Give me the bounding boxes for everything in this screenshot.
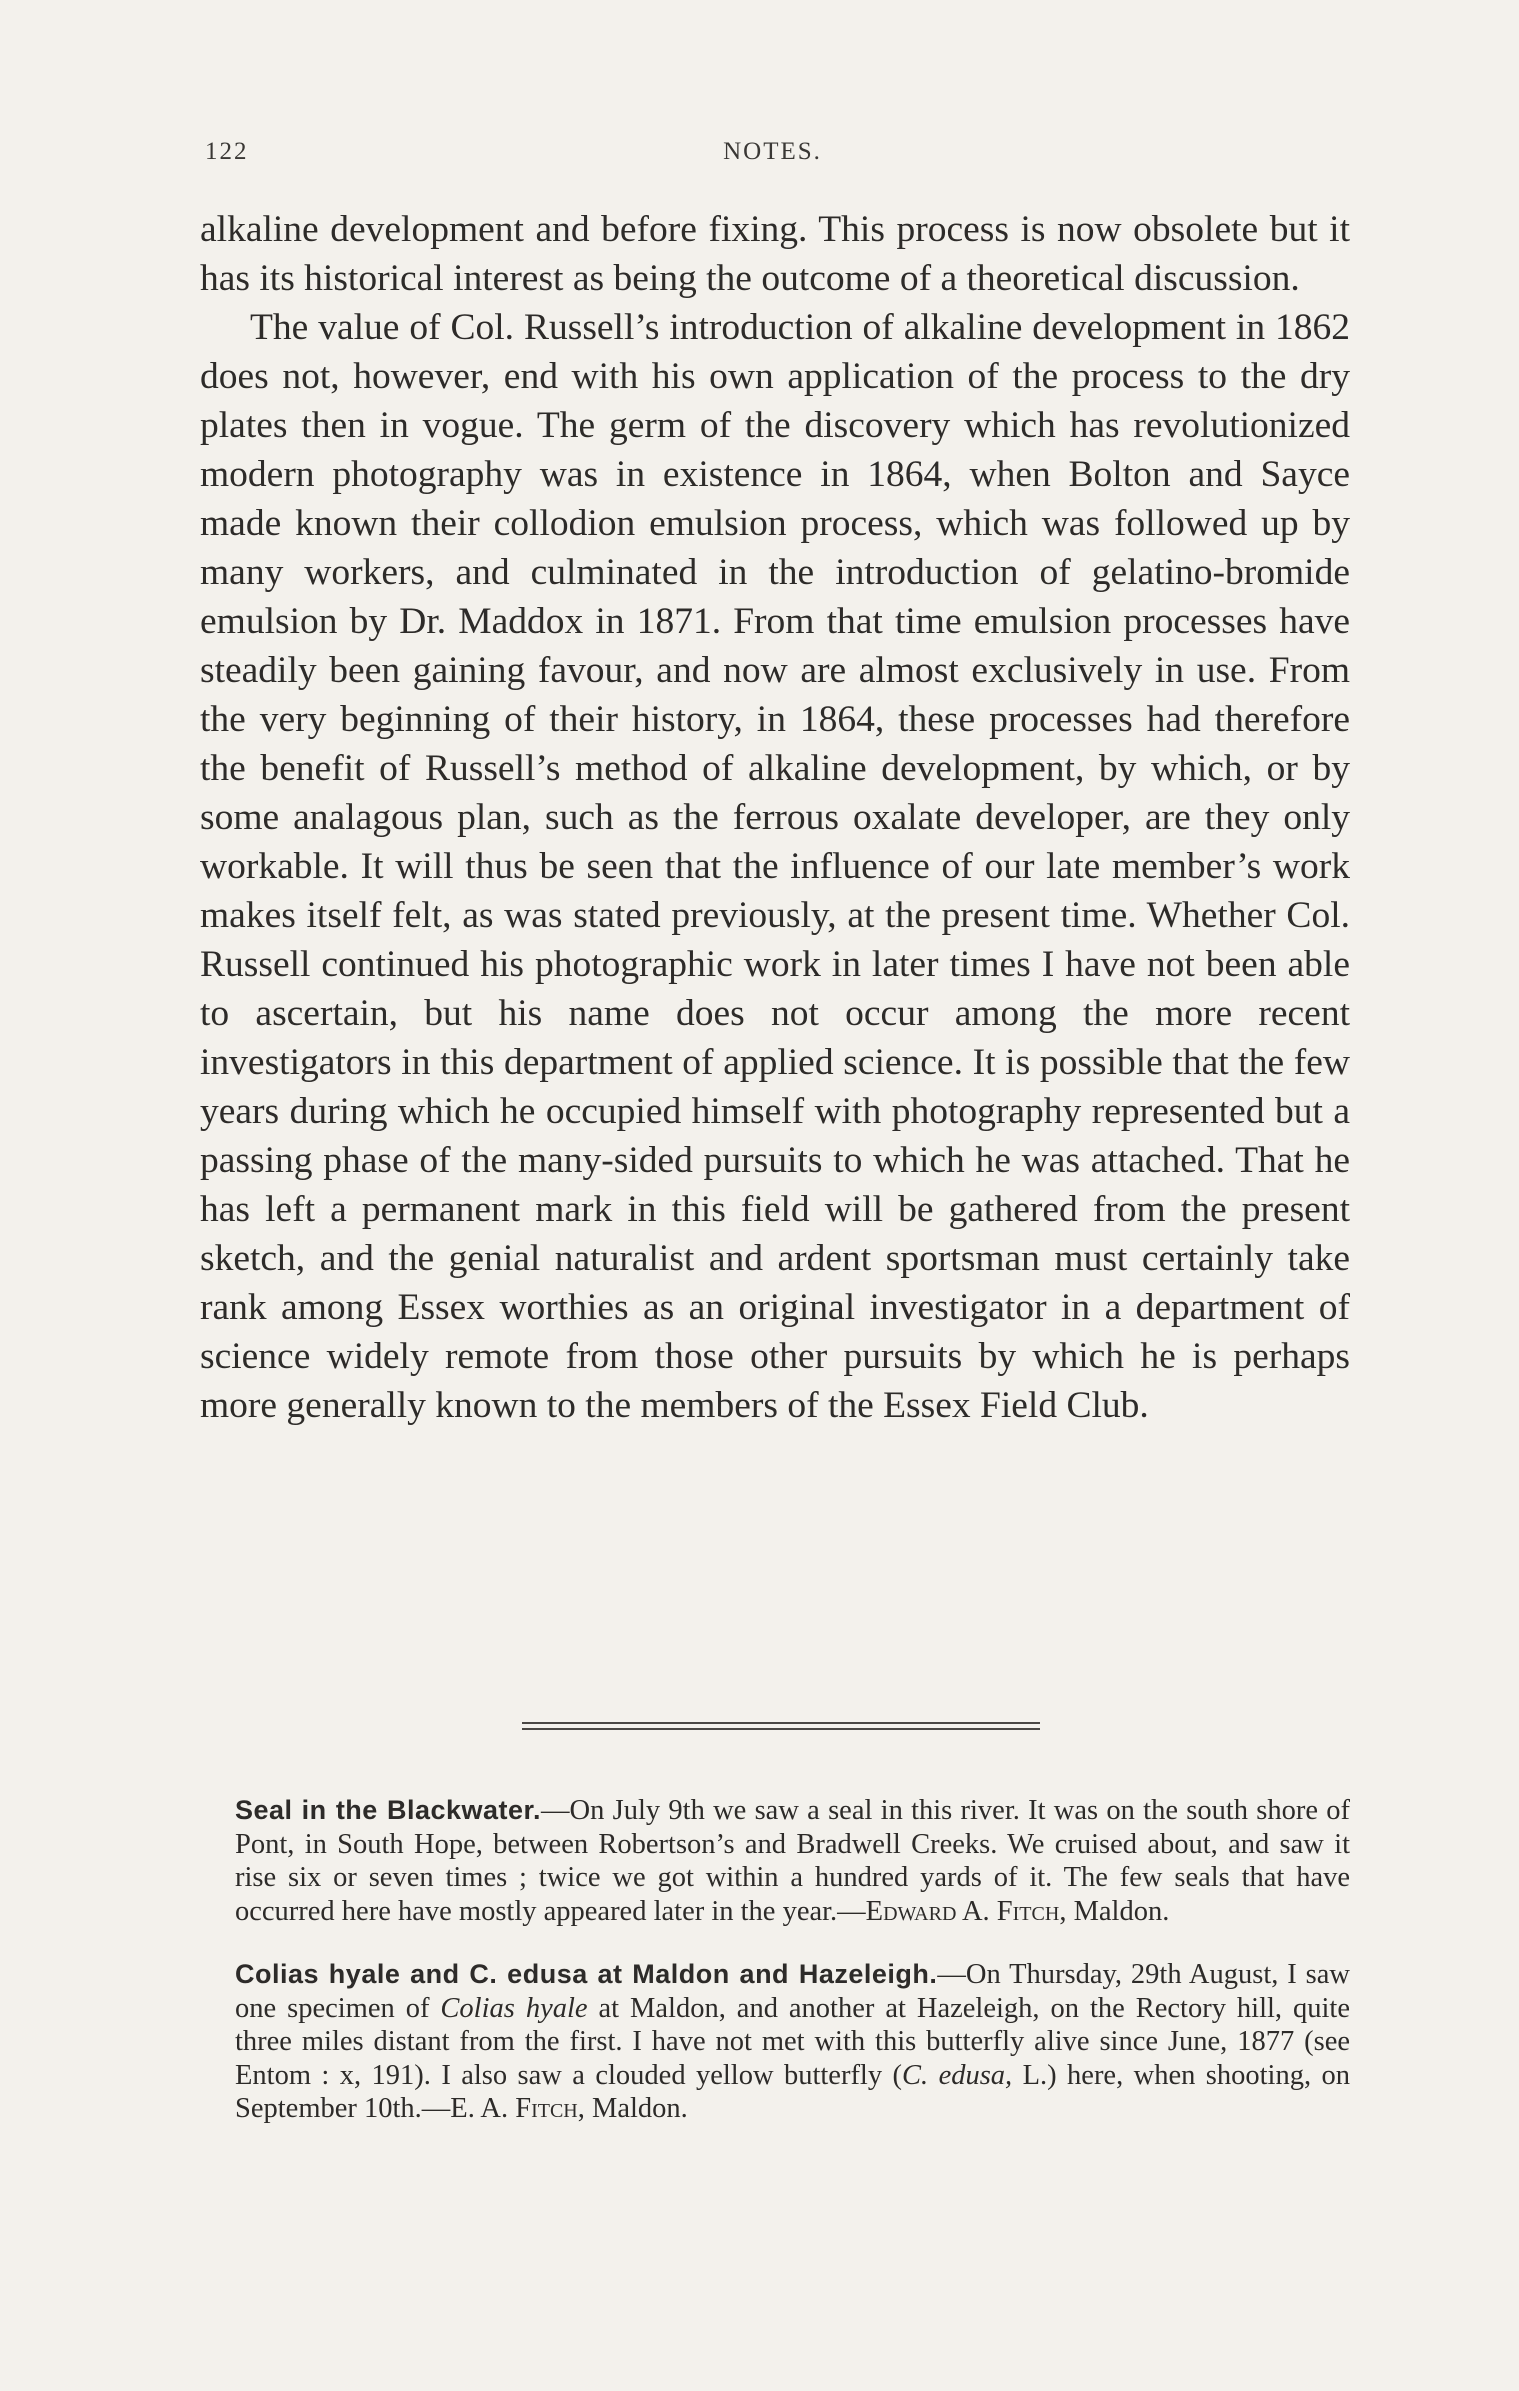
note-place: , Maldon. [577, 2093, 688, 2124]
species-name: Colias hyale [440, 1992, 588, 2024]
species-name: C. edusa, [902, 2059, 1013, 2091]
note-title: Colias hyale and C. edusa at Maldon and Hazeleigh. [235, 1959, 938, 1989]
separator-rule [522, 1728, 1040, 1730]
note-text: L.) here, when shooting, on September 10th.—E. A. [235, 2059, 1350, 2124]
paragraph: alkaline development and before fixing. This process is now obsolete but it has its historical interest as being the outcome of a theoretical discussion. [200, 209, 1350, 299]
section-separator [522, 1722, 1040, 1730]
note-seal [235, 1794, 1350, 1928]
running-head [205, 138, 1340, 178]
separator-rule [522, 1722, 1040, 1724]
page-number: 122 [205, 138, 249, 165]
notes-section [235, 1794, 1350, 2156]
note-colias [235, 1958, 1350, 2126]
note-text: at Maldon, and another at Hazeleigh, on the Rectory hill, quite three miles distant from the first. I have not met with this butterfly alive since June, 1877 (see Entom : x, 191). I also saw a clouded yellow butterfly ( [235, 1992, 1350, 2091]
running-title: NOTES. [723, 138, 822, 165]
main-text [200, 205, 1350, 1430]
note-title: Seal in the Blackwater. [235, 1795, 542, 1825]
note-text: —On July 9th we saw a seal in this river. It was on the south shore of Pont, in South Hope, between Robertson’s and Bradwell Creeks. We cruised about, and saw it rise six or seven times ; twice we got within a hundred yards of it. The few seals that have occurred here have mostly appeared later in the year.— [235, 1795, 1350, 1927]
note-author: Edward A. Fitch [865, 1895, 1060, 1927]
note-place: , Maldon. [1059, 1895, 1170, 1927]
paragraph: The value of Col. Russell’s introduction of alkaline development in 1862 does not, however, end with his own application of the process to the dry plates then in vogue. The germ of the discovery which has revolutionized modern photography was in existence in 1864, when Bolton and Sayce made known their collodion emulsion process, which was followed up by many workers, and culminated in the introduction of gelatino-bromide emulsion by Dr. Maddox in 1871. From that time emulsion processes have steadily been gaining favour, and now are almost exclusively in use. From the very beginning of their history, in 1864, these processes had therefore the benefit of Russell’s method of alkaline development, by which, or by some analagous plan, such as the ferrous oxalate developer, are they only workable. It will thus be seen that the influence of our late member’s work makes itself felt, as was stated previously, at the present time. Whether Col. Russell continued his photographic work in later times I have not been able to ascertain, but his name does not occur among the more recent investigators in this department of applied science. It is possible that the few years during which he occupied himself with photography represented but a passing phase of the many-sided pursuits to which he was attached. That he has left a permanent mark in this field will be gathered from the present sketch, and the genial naturalist and ardent sportsman must certainly take rank among Essex worthies as an original investigator in a department of science widely remote from those other pursuits by which he is perhaps more generally known to the members of the Essex Field Club. [200, 307, 1350, 1426]
note-text: —On Thursday, 29th August, I saw one specimen of [235, 1959, 1350, 2024]
note-author: Fitch [515, 2093, 578, 2124]
